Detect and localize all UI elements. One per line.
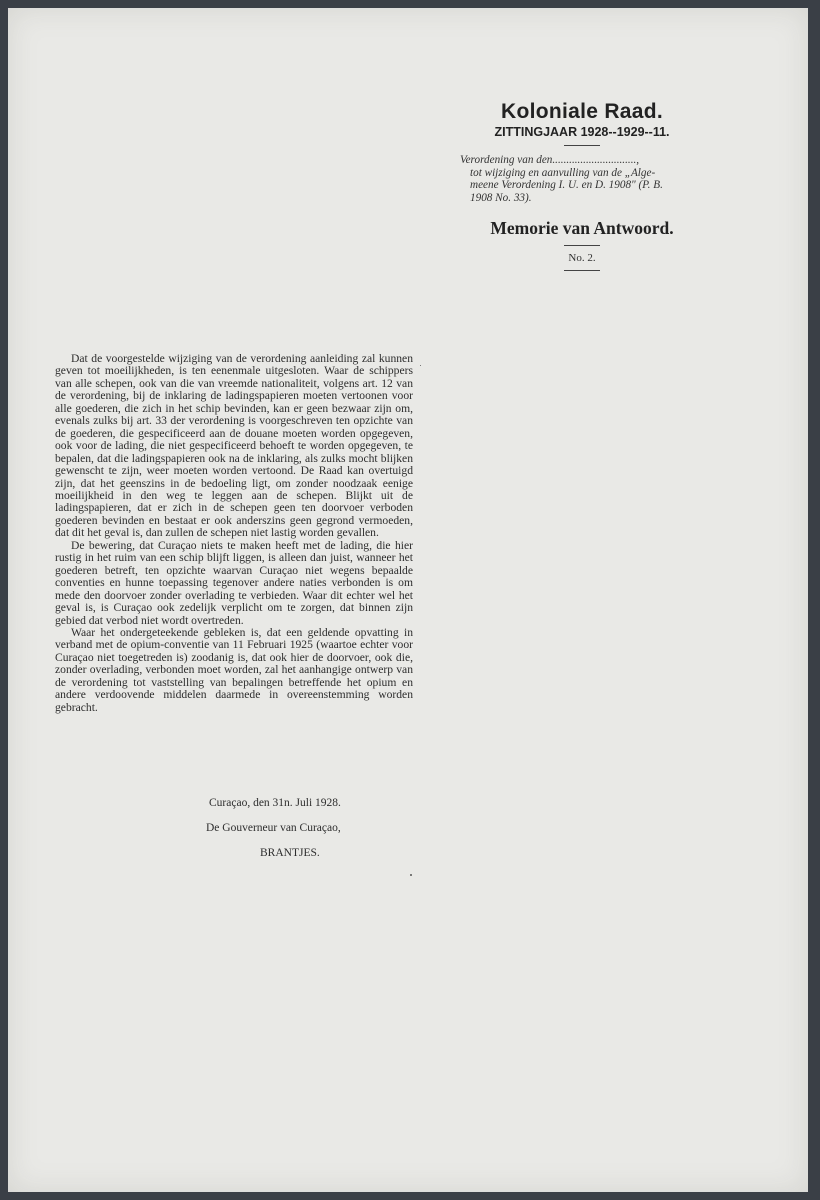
memo-number: No. 2. [568, 252, 596, 264]
document-header [448, 100, 716, 277]
session-year: ZITTINGJAAR 1928--1929--11. [494, 125, 670, 139]
signature-name: BRANTJES. [260, 847, 320, 859]
paragraph-2: De bewering, dat Curaçao niets te maken heeft met de lading, die hier rustig in het ruim van een schip blijft liggen, is alleen dan juist, wanneer het goederen betreft, ten opzichte waarvan Curaçao niet wegens bepaalde conventies en hunne toepassing tegenover andere naties verbonden is om mede den doorvoer zonder overlading te verbieden. Waar dit echter wel het geval is, is Curaçao ook zedelijk verplicht om te zorgen, dat binnen zijn gebied dat verbod niet wordt overtreden. [55, 538, 413, 627]
subject-line-3: meene Verordening I. U. en D. 1908" (P. B. [470, 179, 663, 191]
subject-line-2: tot wijziging en aanvulling van de „Alge- [470, 166, 656, 179]
signature-block [188, 797, 388, 872]
memo-rule-bottom [564, 270, 600, 271]
paper-speck [410, 874, 412, 876]
paragraph-1: Dat de voorgestelde wijziging van de verordening aanleiding zal kunnen geven tot moeilijkheden, is ten eenenmale uitgesloten. Waar de schippers van alle schepen, ook van die van vreemde nationaliteit, volgens art. 12 van de verordening, bij de inklaring de ladingspapieren moeten vertoonen voor alle goederen, die zich in het schip bevinden, kan er geen bezwaar zijn om, evenals zulks bij art. 33 der verordening is voorgeschreven ten opzichte van de goederen, die gespecificeerd aan de douane moeten worden opgegeven, ook voor de lading, die niet gespecificeerd behoeft te worden opgegeven, te bepalen, dat die ladingspapieren ook na de inklaring, als zulks mocht blijken gewenscht te zijn, weer moeten worden vertoond. De Raad kan overtuigd zijn, dat het geenszins in de bedoeling ligt, om zonder noodzaak eenige moeilijkheid in den weg te leggen aan de schepen. Blijkt uit de ladingspapieren, dat er zich in de schepen geen ten doorvoer verboden goederen bevinden en bestaat er ook anderszins geen gegrond vermoeden, dat dit het geval is, dan zullen de schepen niet lastig worden gevallen. [55, 352, 413, 540]
memo-rule-top [564, 245, 600, 246]
subject-line-4: 1908 No. 33). [470, 191, 532, 204]
signature-role: De Gouverneur van Curaçao, [206, 822, 341, 834]
document-page [8, 8, 808, 1192]
memo-title: Memorie van Antwoord. [490, 218, 674, 238]
ordinance-subject [460, 154, 716, 204]
memorandum-body [55, 353, 413, 714]
subject-line-1: Verordening van den.............................., [460, 154, 640, 166]
council-title: Koloniale Raad. [500, 100, 664, 123]
paper-speck [420, 365, 421, 366]
paragraph-3: Waar het ondergeteekende gebleken is, dat een geldende opvatting in verband met de opium-conventie van 11 Februari 1925 (waartoe echter voor Curaçao niet toegetreden is) zoodanig is, dat ook hier de doorvoer, ook die, zonder overlading, verbonden moet worden, zal het aanhangige ontwerp van de verordening tot vaststelling van bepalingen betreffende het opium en andere verdoovende middelen daarmede in overeenstemming worden gebracht. [55, 625, 413, 714]
header-rule [564, 145, 600, 146]
signature-date: Curaçao, den 31n. Juli 1928. [209, 797, 341, 809]
